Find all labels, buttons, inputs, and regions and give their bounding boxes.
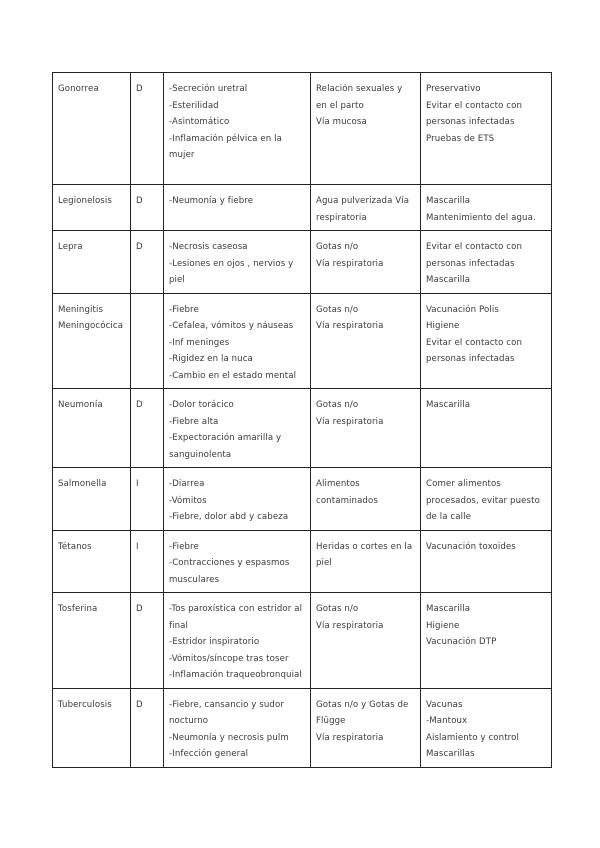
symptom-item: -Contracciones y espasmos musculares	[169, 558, 290, 585]
transmission-item: Vía respiratoria	[316, 620, 384, 631]
prevention-item: Comer alimentos procesados, evitar puesto de la calle	[426, 479, 540, 522]
symptom-item: -Infección general	[169, 749, 249, 759]
symptoms-cell	[164, 468, 311, 531]
disease-name: Salmonella	[58, 479, 107, 489]
disease-name-cell	[53, 73, 131, 185]
transmission-cell	[311, 293, 421, 389]
symptom-item: -Vómitos/síncope tras toser	[169, 653, 289, 664]
disease-name: Gonorrea	[58, 84, 99, 94]
transmission-item: Gotas n/o y Gotas de Flügge	[316, 699, 409, 726]
symptom-item: -Fiebre, cansancio y sudor nocturno	[169, 699, 284, 726]
transmission-cell	[311, 688, 421, 767]
symptoms-cell	[164, 688, 311, 767]
disease-type: D	[136, 604, 143, 614]
disease-type: D	[136, 242, 143, 252]
transmission-item: Vía respiratoria	[316, 416, 384, 427]
symptoms-cell	[164, 231, 311, 294]
prevention-cell	[421, 688, 552, 767]
prevention-cell	[421, 593, 552, 689]
table-row	[53, 73, 552, 185]
disease-table	[52, 72, 552, 768]
prevention-item: Evitar el contacto con personas infectadas	[426, 100, 522, 127]
prevention-cell	[421, 185, 552, 231]
disease-type: D	[136, 699, 143, 710]
symptom-item: -Estridor inspiratorio	[169, 637, 260, 647]
table-body	[53, 73, 552, 768]
type-cell	[131, 293, 164, 389]
disease-name-cell	[53, 231, 131, 294]
prevention-item: -Mantoux	[426, 716, 468, 726]
transmission-item: Vía respiratoria	[316, 732, 384, 743]
transmission-cell	[311, 73, 421, 185]
symptom-item: -Fiebre alta	[169, 416, 219, 427]
prevention-item: Evitar el contacto con personas infectadas	[426, 242, 522, 269]
prevention-item: Vacunas	[426, 699, 463, 710]
symptom-item: -Secreción uretral	[169, 84, 248, 94]
prevention-item: Vacunación toxoides	[426, 541, 516, 552]
prevention-item: Preservativo	[426, 84, 481, 94]
prevention-item: Mascarillas	[426, 749, 475, 759]
transmission-item: Agua pulverizada Vía respiratoria	[316, 196, 410, 223]
symptom-item: -Fiebre	[169, 541, 199, 552]
symptom-item: -Asintomático	[169, 117, 230, 127]
symptom-item: -Inflamación pélvica en la mujer	[169, 133, 282, 160]
symptoms-cell	[164, 530, 311, 593]
disease-name-cell	[53, 468, 131, 531]
symptom-item: -Diarrea	[169, 479, 205, 489]
table-row	[53, 530, 552, 593]
type-cell	[131, 73, 164, 185]
type-cell	[131, 688, 164, 767]
symptom-item: -Fiebre, dolor abd y cabeza	[169, 512, 289, 522]
prevention-item: Mascarilla	[426, 400, 471, 410]
prevention-item: Higiene	[426, 321, 460, 331]
disease-name: Meningocócica	[58, 321, 124, 331]
prevention-item: Evitar el contacto con personas infectadas	[426, 337, 522, 364]
table-row	[53, 389, 552, 468]
table-row	[53, 231, 552, 294]
disease-name: Neumonía	[58, 400, 103, 410]
type-cell	[131, 468, 164, 531]
disease-type: D	[136, 196, 143, 206]
type-cell	[131, 231, 164, 294]
disease-name-cell	[53, 185, 131, 231]
transmission-cell	[311, 593, 421, 689]
disease-name-cell	[53, 389, 131, 468]
transmission-item: Vía respiratoria	[316, 258, 384, 269]
transmission-item: Gotas n/o	[316, 400, 359, 410]
disease-type: I	[136, 479, 139, 489]
prevention-cell	[421, 530, 552, 593]
transmission-item: Gotas n/o	[316, 304, 359, 315]
disease-name: Tétanos	[58, 541, 92, 552]
table-row	[53, 293, 552, 389]
disease-name-cell	[53, 688, 131, 767]
disease-name: Lepra	[58, 242, 83, 252]
symptoms-cell	[164, 185, 311, 231]
symptom-item: -Expectoración amarilla y sanguinolenta	[169, 433, 282, 460]
transmission-cell	[311, 389, 421, 468]
prevention-item: Mantenimiento del agua.	[426, 212, 536, 223]
symptom-item: -Cefalea, vómitos y náuseas	[169, 321, 294, 331]
symptom-item: -Dolor torácico	[169, 400, 234, 410]
symptom-item: -Rigidez en la nuca	[169, 354, 253, 364]
symptoms-cell	[164, 73, 311, 185]
type-cell	[131, 530, 164, 593]
prevention-cell	[421, 231, 552, 294]
disease-name-cell	[53, 530, 131, 593]
transmission-item: Relación sexuales y en el parto	[316, 84, 403, 111]
transmission-cell	[311, 468, 421, 531]
table-row	[53, 688, 552, 767]
symptom-item: -Fiebre	[169, 304, 199, 315]
prevention-cell	[421, 73, 552, 185]
type-cell	[131, 185, 164, 231]
symptom-item: -Necrosis caseosa	[169, 242, 248, 252]
symptoms-cell	[164, 593, 311, 689]
transmission-cell	[311, 231, 421, 294]
disease-name-cell	[53, 293, 131, 389]
prevention-cell	[421, 468, 552, 531]
transmission-cell	[311, 185, 421, 231]
symptom-item: -Neumonía y necrosis pulm	[169, 732, 289, 743]
table-row	[53, 185, 552, 231]
type-cell	[131, 593, 164, 689]
symptom-item: -Inf meninges	[169, 337, 230, 348]
symptoms-cell	[164, 389, 311, 468]
prevention-cell	[421, 389, 552, 468]
symptom-item: -Inflamación traqueobronquial	[169, 670, 302, 680]
transmission-item: Gotas n/o	[316, 242, 359, 252]
disease-name: Meningitis	[58, 304, 104, 315]
prevention-item: Mascarilla	[426, 604, 471, 614]
disease-type: D	[136, 400, 143, 410]
transmission-item: Vía respiratoria	[316, 321, 384, 331]
transmission-item: Heridas o cortes en la piel	[316, 541, 413, 568]
prevention-item: Higiene	[426, 620, 460, 631]
symptom-item: -Esterilidad	[169, 100, 219, 111]
disease-name: Legionelosis	[58, 196, 112, 206]
prevention-item: Aislamiento y control	[426, 732, 519, 743]
prevention-item: Pruebas de ETS	[426, 133, 495, 144]
disease-name: Tosferina	[58, 604, 98, 614]
prevention-item: Vacunación Polis	[426, 304, 499, 315]
symptom-item: -Neumonía y fiebre	[169, 196, 254, 206]
transmission-item: Vía mucosa	[316, 117, 367, 127]
prevention-cell	[421, 293, 552, 389]
prevention-item: Mascarilla	[426, 196, 471, 206]
transmission-item: Gotas n/o	[316, 604, 359, 614]
prevention-item: Vacunación DTP	[426, 637, 497, 647]
type-cell	[131, 389, 164, 468]
prevention-item: Mascarilla	[426, 275, 471, 285]
symptom-item: -Tos paroxística con estridor al final	[169, 604, 303, 631]
disease-type: D	[136, 84, 143, 94]
disease-name-cell	[53, 593, 131, 689]
symptom-item: -Vómitos	[169, 495, 207, 506]
disease-name: Tuberculosis	[58, 699, 112, 710]
transmission-item: Alimentos contaminados	[316, 479, 378, 506]
symptoms-cell	[164, 293, 311, 389]
symptom-item: -Lesiones en ojos , nervios y piel	[169, 258, 294, 285]
disease-type: I	[136, 541, 139, 552]
symptom-item: -Cambio en el estado mental	[169, 370, 297, 381]
table-row	[53, 593, 552, 689]
transmission-cell	[311, 530, 421, 593]
table-row	[53, 468, 552, 531]
